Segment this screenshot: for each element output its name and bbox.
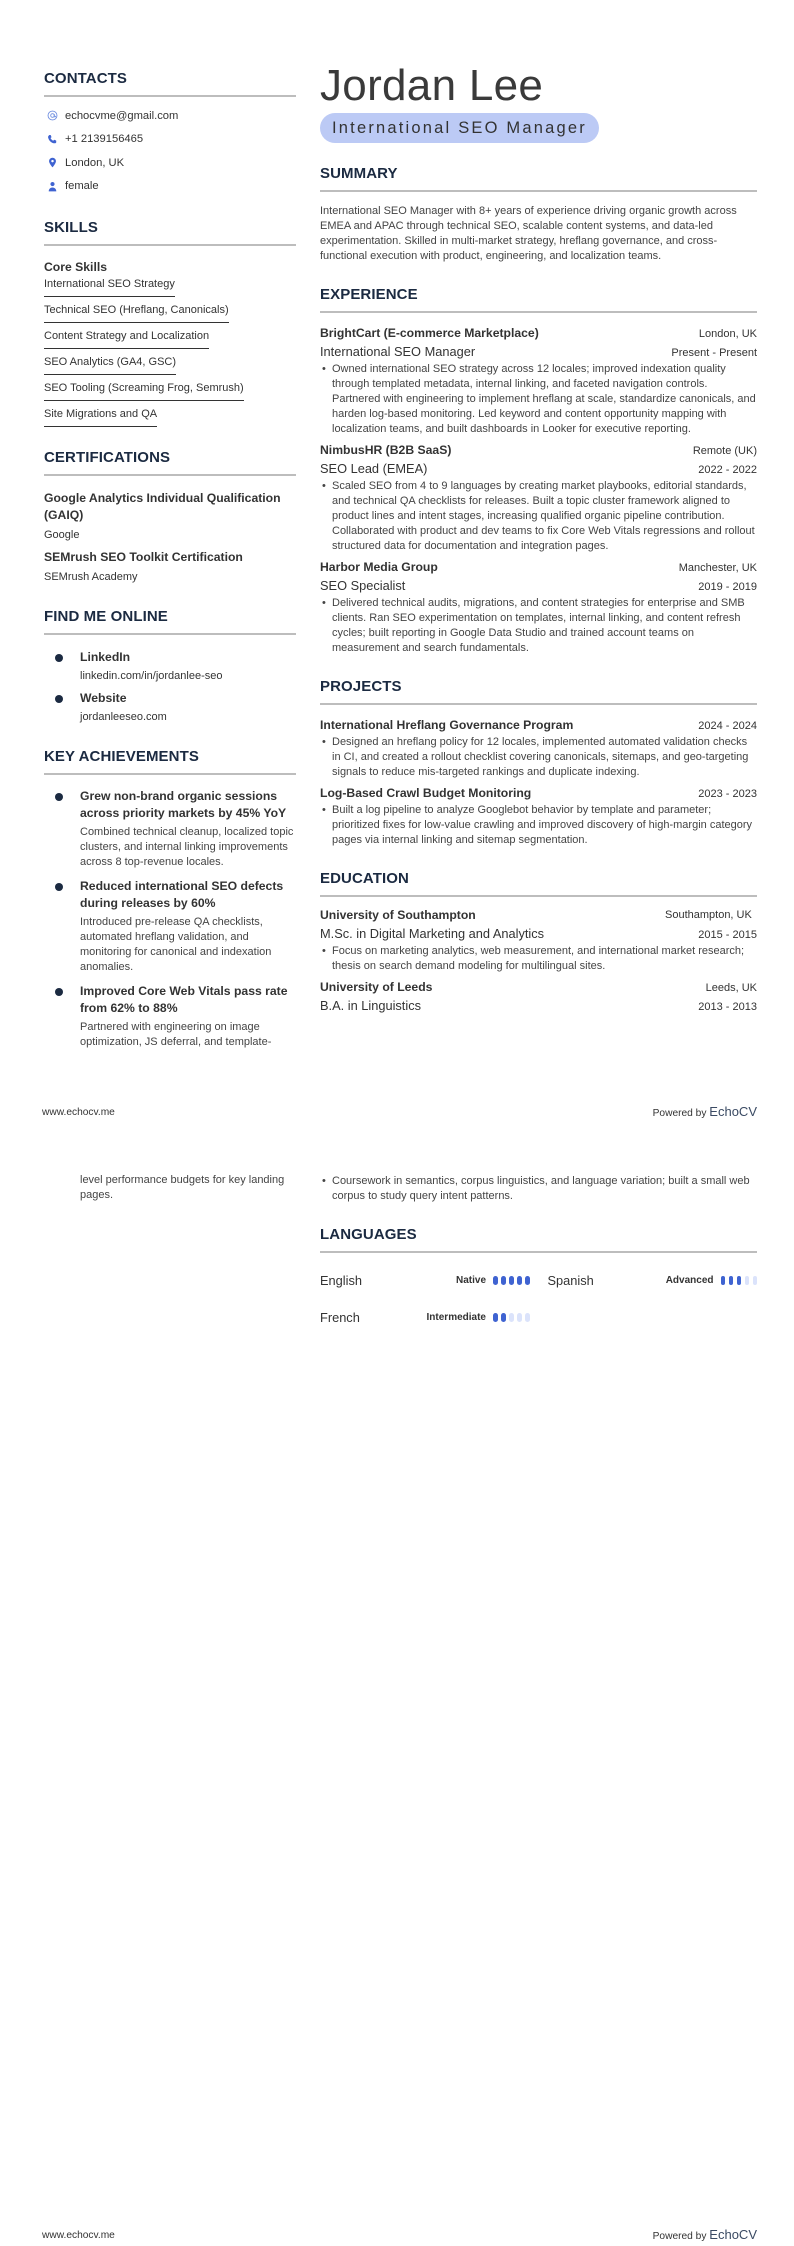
skill-item: Site Migrations and QA: [44, 407, 157, 427]
experience-company: Harbor Media Group: [320, 560, 438, 574]
education-dates: 2015 - 2015: [698, 929, 757, 941]
skill-item: International SEO Strategy: [44, 277, 175, 297]
certification-name: Google Analytics Individual Qualification (GAIQ): [44, 491, 281, 522]
experience-bullet: • Scaled SEO from 4 to 9 languages by creating market playbooks, editorial standards, and technical QA checklists for releases. Built a topic cluster framework aligned to product lines and intent stages, increasing qualified organic pipeline contribution. Collaborated with product and dev teams to fix Core Web Vitals regressions and rollout structured data for documentation and integration pages.: [320, 479, 757, 554]
experience-company: NimbusHR (B2B SaaS): [320, 443, 452, 457]
contact-gender: [44, 175, 296, 199]
phone-icon: [46, 133, 58, 145]
left-column: [44, 70, 296, 1050]
section-title-projects: PROJECTS: [320, 678, 402, 695]
person-icon: [46, 180, 58, 192]
contact-email-value: echocvme@gmail.com: [65, 109, 179, 122]
section-divider: [320, 1251, 757, 1253]
footer-powered-by[interactable]: [653, 1104, 757, 1119]
achievement-description-part1: Partnered with engineering on image optimization, JS deferral, and template-: [80, 1021, 272, 1048]
left-column-continued: [44, 1173, 296, 1203]
language-name: English: [320, 1273, 362, 1288]
section-divider: [320, 311, 757, 313]
skill-item: SEO Analytics (GA4, GSC): [44, 355, 176, 375]
online-section: [44, 608, 296, 724]
candidate-name: Jordan Lee: [320, 61, 544, 110]
education-degree: B.A. in Linguistics: [320, 998, 422, 1013]
language-name: French: [320, 1310, 360, 1325]
section-title-contacts: CONTACTS: [44, 70, 128, 87]
footer-website[interactable]: www.echocv.me: [42, 2230, 115, 2241]
language-name: Spanish: [547, 1273, 594, 1288]
bullet-dot-icon: [55, 654, 63, 662]
proficiency-meter: [493, 1313, 530, 1322]
section-divider: [44, 474, 296, 476]
brand-name: EchoCV: [709, 1104, 757, 1119]
section-divider: [44, 95, 296, 97]
brand-name: EchoCV: [709, 2227, 757, 2242]
at-icon: [46, 110, 58, 122]
section-divider: [320, 703, 757, 705]
online-link[interactable]: linkedin.com/in/jordanlee-seo: [80, 670, 223, 682]
proficiency-meter: [493, 1276, 530, 1285]
language-item: [548, 1273, 758, 1288]
experience-entry: [320, 442, 757, 554]
contact-gender-value: female: [65, 180, 99, 193]
certification-issuer: SEMrush Academy: [44, 571, 138, 583]
skill-item: Technical SEO (Hreflang, Canonicals): [44, 303, 229, 323]
section-divider: [320, 895, 757, 897]
experience-section: [320, 286, 757, 656]
languages-grid: [320, 1273, 757, 1325]
experience-bullet: • Delivered technical audits, migrations, and content strategies for enterprise and SMB clients. Ran SEO experimentation on templates, internal linking, and content refresh cycles; built reporting in Google Data Studio and trained account teams on measurement and search fundamentals.: [320, 596, 757, 656]
footer-powered-by[interactable]: [653, 2227, 757, 2242]
certification-issuer: Google: [44, 529, 80, 541]
achievement-item: [44, 983, 296, 1050]
education-bullet: • Focus on marketing analytics, web measurement, and international market research; thesis on search demand modeling for multilingual sites.: [320, 944, 757, 974]
language-item: [320, 1310, 530, 1325]
section-title-certifications: CERTIFICATIONS: [44, 449, 171, 466]
section-title-achievements: KEY ACHIEVEMENTS: [44, 748, 199, 765]
experience-role: International SEO Manager: [320, 344, 476, 359]
section-divider: [44, 773, 296, 775]
education-school: University of Southampton: [320, 908, 476, 922]
right-column-continued: [320, 1173, 757, 1325]
experience-bullet: • Owned international SEO strategy across 12 locales; improved indexation quality through templated metadata, internal linking, and faceted navigation controls. Partnered with engineering to implement hreflang at scale, standardize canonicals, and harden log-based monitoring. Led keyword and content opportunity mapping with localization teams, and built dashboards in Looker for executive reporting.: [320, 362, 757, 437]
contact-email[interactable]: [44, 104, 296, 128]
language-level: Advanced: [665, 1275, 714, 1286]
project-dates: 2024 - 2024: [698, 720, 757, 732]
resume-page-2: [0, 1123, 794, 2246]
education-bullet-list: [320, 1174, 757, 1204]
education-location: Leeds, UK: [705, 982, 757, 994]
online-label: Website: [80, 691, 127, 705]
achievement-item: [44, 878, 296, 975]
skills-section: [44, 219, 296, 427]
education-location: Southampton, UK: [665, 909, 752, 921]
powered-by-label: Powered by: [652, 2231, 707, 2242]
section-title-skills: SKILLS: [44, 219, 98, 236]
projects-section: [320, 678, 757, 848]
education-section: [320, 870, 757, 1015]
bullet-dot-icon: [55, 988, 63, 996]
achievement-title: Grew non-brand organic sessions across priority markets by 45% YoY: [80, 789, 287, 820]
bullet-dot-icon: [55, 883, 63, 891]
contacts-section: [44, 70, 296, 198]
contact-phone[interactable]: [44, 128, 296, 152]
experience-location: Remote (UK): [692, 445, 757, 457]
project-bullet: • Built a log pipeline to analyze Googlebot behavior by template and parameter; prioritized fixes for low-value crawling and improved discovery of high-margin category pages via internal linking and sitemap segmentation.: [320, 803, 757, 848]
experience-dates: 2022 - 2022: [698, 464, 757, 476]
online-item-website[interactable]: [44, 690, 296, 724]
bullet-dot-icon: [55, 793, 63, 801]
education-bullet: • Coursework in semantics, corpus linguistics, and language variation; built a small web corpus to study query intent patterns.: [320, 1174, 757, 1204]
education-dates: 2013 - 2013: [698, 1001, 757, 1013]
online-link[interactable]: jordanleeseo.com: [80, 711, 167, 723]
bullet-dot-icon: [55, 695, 63, 703]
certification-name: SEMrush SEO Toolkit Certification: [44, 550, 243, 564]
achievement-title: Reduced international SEO defects during releases by 60%: [80, 879, 284, 910]
experience-entry: [320, 325, 757, 437]
language-item: [320, 1273, 530, 1288]
achievement-description-part2: level performance budgets for key landing pages.: [80, 1174, 285, 1201]
proficiency-meter: [721, 1276, 758, 1285]
skill-item: Content Strategy and Localization: [44, 329, 209, 349]
education-degree: M.Sc. in Digital Marketing and Analytics: [320, 926, 545, 941]
section-divider: [320, 190, 757, 192]
experience-dates: 2019 - 2019: [698, 581, 757, 593]
project-name: International Hreflang Governance Program: [320, 718, 574, 732]
section-title-education: EDUCATION: [320, 870, 409, 887]
skill-item: SEO Tooling (Screaming Frog, Semrush): [44, 381, 244, 401]
education-entry: [320, 907, 757, 974]
contact-location-value: London, UK: [65, 156, 125, 169]
education-school: University of Leeds: [320, 980, 433, 994]
language-level: Intermediate: [426, 1312, 486, 1323]
section-title-online: FIND ME ONLINE: [44, 608, 168, 625]
footer-website[interactable]: www.echocv.me: [42, 1107, 115, 1118]
section-title-languages: LANGUAGES: [320, 1226, 417, 1243]
education-entry: [320, 979, 757, 1015]
experience-role: SEO Specialist: [320, 578, 406, 593]
job-title-badge: International SEO Manager: [320, 113, 599, 143]
experience-location: London, UK: [698, 328, 757, 340]
experience-dates: Present - Present: [671, 347, 757, 359]
summary-text: International SEO Manager with 8+ years of experience driving organic growth across EMEA and APAC through technical SEO, scalable content systems, and data-led experimentation. Skilled in multi-market strategy, hreflang governance, and cross-functional execution with product, engineering, and localization teams.: [320, 205, 737, 262]
certifications-section: [44, 449, 296, 584]
skill-group-title: Core Skills: [44, 260, 107, 274]
location-pin-icon: [46, 157, 58, 169]
online-label: LinkedIn: [80, 650, 131, 664]
achievement-description: Combined technical cleanup, localized topic clusters, and internal linking improvements across 8 top-revenue locales.: [80, 826, 294, 868]
online-item-linkedin[interactable]: [44, 649, 296, 683]
achievement-item: [44, 788, 296, 870]
project-bullet: • Designed an hreflang policy for 12 locales, implemented automated validation checks in CI, and created a rollout checklist covering canonicals, sitemaps, and geo-targeting signals to reduce mis-targeted rankings and duplicate indexing.: [320, 735, 757, 780]
contact-phone-value: +1 2139156465: [65, 133, 144, 146]
section-divider: [44, 633, 296, 635]
summary-section: [320, 165, 757, 264]
experience-location: Manchester, UK: [678, 562, 757, 574]
experience-entry: [320, 559, 757, 656]
achievement-description: Introduced pre-release QA checklists, automated hreflang validation, and monitoring for canonical and indexation anomalies.: [80, 916, 272, 973]
experience-role: SEO Lead (EMEA): [320, 461, 428, 476]
certification-item: [44, 490, 296, 542]
project-entry: [320, 785, 757, 848]
section-title-experience: EXPERIENCE: [320, 286, 418, 303]
achievements-section: [44, 748, 296, 1050]
language-level: Native: [455, 1275, 486, 1286]
languages-section: [320, 1226, 757, 1325]
achievement-item-continued: [44, 1173, 296, 1203]
project-entry: [320, 717, 757, 780]
experience-company: BrightCart (E-commerce Marketplace): [320, 326, 539, 340]
project-dates: 2023 - 2023: [698, 788, 757, 800]
right-column: [320, 62, 757, 1015]
contact-location: [44, 151, 296, 175]
project-name: Log-Based Crawl Budget Monitoring: [320, 786, 532, 800]
section-title-summary: SUMMARY: [320, 165, 398, 182]
achievement-title: Improved Core Web Vitals pass rate from 62% to 88%: [80, 984, 288, 1015]
certification-item: [44, 549, 296, 584]
section-divider: [44, 244, 296, 246]
powered-by-label: Powered by: [652, 1108, 707, 1119]
